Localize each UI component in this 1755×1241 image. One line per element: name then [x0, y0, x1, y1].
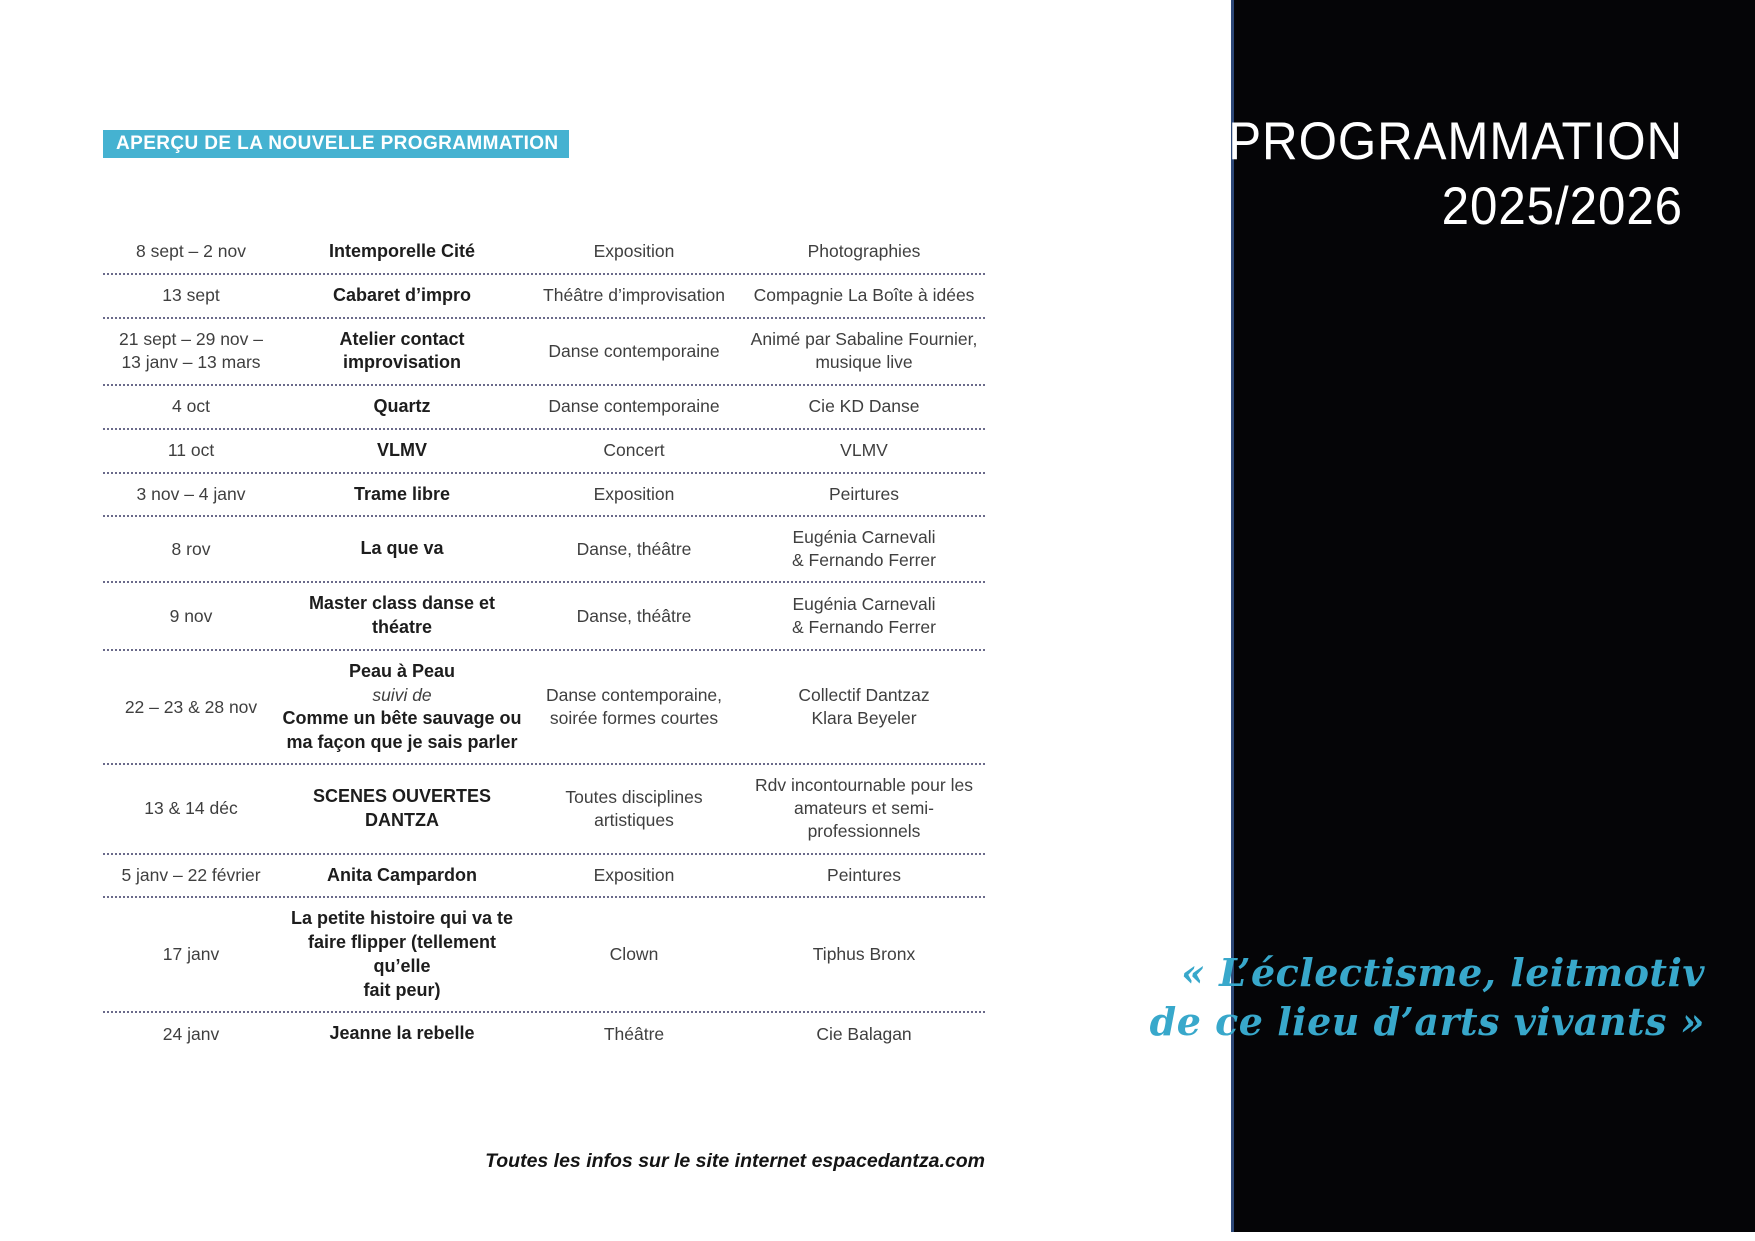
event-detail: Collectif Dantzaz Klara Beyeler — [798, 685, 930, 729]
event-title: Cabaret d’impro — [332, 284, 472, 305]
event-detail: Eugénia Carnevali & Fernando Ferrer — [792, 594, 936, 638]
event-detail: Cie Balagan — [816, 1023, 912, 1044]
panel-title — [1228, 110, 1683, 239]
event-date: 8 sept – 2 nov — [136, 241, 246, 262]
event-title: VLMV — [376, 439, 427, 460]
event-title: SCENES OUVERTES DANTZA — [312, 786, 492, 830]
event-type: Toutes disciplines artistiques — [565, 786, 703, 830]
table-row — [103, 231, 985, 273]
event-type: Danse, théâtre — [576, 605, 692, 626]
panel-title-line2: 2025/2026 — [1441, 176, 1683, 236]
event-detail: Peintures — [827, 864, 901, 885]
event-detail: Animé par Sabaline Fournier, musique live — [750, 329, 978, 373]
event-date: 17 janv — [162, 944, 220, 965]
table-row — [103, 384, 985, 428]
event-date: 11 oct — [167, 440, 215, 461]
table-row — [103, 317, 985, 385]
event-date: 9 nov — [169, 605, 213, 626]
event-date: 21 sept – 29 nov – 13 janv – 13 mars — [119, 329, 263, 373]
event-date: 3 nov – 4 janv — [136, 483, 246, 504]
event-type: Exposition — [593, 483, 675, 504]
event-type: Concert — [603, 440, 665, 461]
table-row — [103, 581, 985, 649]
event-title: Peau à Peau suivi de Comme un bête sauvage ou ma façon que je sais parler — [282, 660, 522, 752]
quote-line2: de ce lieu d’arts vivants » — [1149, 999, 1705, 1045]
event-detail: Rdv incontournable pour les amateurs et semi- professionnels — [755, 775, 973, 842]
table-row — [103, 472, 985, 516]
event-title: Master class danse et théatre — [308, 593, 496, 638]
table-row — [103, 515, 985, 581]
event-detail: Compagnie La Boîte à idées — [753, 285, 975, 306]
event-detail: Photographies — [807, 241, 921, 262]
event-type: Théâtre — [603, 1023, 665, 1044]
event-title: Quartz — [373, 396, 431, 416]
event-type: Théâtre d’improvisation — [543, 285, 725, 306]
footer-note: Toutes les infos sur le site internet espacedantza.com — [485, 1150, 985, 1172]
table-row — [103, 273, 985, 317]
panel-title-line1: PROGRAMMATION — [1228, 112, 1683, 171]
schedule-table — [103, 231, 985, 1055]
event-title: La que va — [360, 538, 444, 559]
event-type: Danse contemporaine — [548, 340, 720, 361]
event-date: 22 – 23 & 28 nov — [124, 696, 258, 717]
table-row — [103, 896, 985, 1011]
event-type: Danse contemporaine, soirée formes courtes — [545, 685, 723, 729]
event-title: Jeanne la rebelle — [329, 1023, 475, 1044]
event-title: Anita Campardon — [326, 864, 477, 885]
event-detail: Tiphus Bronx — [812, 944, 916, 965]
event-type: Danse contemporaine — [548, 396, 720, 417]
header-badge: APERÇU DE LA NOUVELLE PROGRAMMATION ... — [103, 130, 569, 158]
quote-line1: « L’éclectisme, leitmotiv — [1181, 950, 1705, 995]
event-date: 13 & 14 déc — [144, 798, 238, 819]
table-row — [103, 1011, 985, 1055]
side-panel — [1149, 0, 1755, 1232]
panel-quote — [1150, 948, 1705, 1047]
event-type: Exposition — [593, 864, 675, 885]
event-title: Trame libre — [353, 483, 451, 504]
table-row — [103, 428, 985, 472]
event-type: Clown — [609, 944, 659, 965]
event-date: 5 janv – 22 février — [121, 864, 261, 885]
table-row — [103, 763, 985, 852]
event-date: 8 rov — [171, 538, 211, 559]
table-row — [103, 853, 985, 897]
event-detail: Cie KD Danse — [808, 396, 920, 417]
event-detail: Eugénia Carnevali & Fernando Ferrer — [792, 527, 936, 571]
table-row — [103, 649, 985, 763]
event-detail: VLMV — [840, 440, 888, 461]
event-title: La petite histoire qui va te faire flipper (tellement qu’elle fait peur) — [290, 908, 514, 1000]
event-date: 13 sept — [162, 285, 220, 306]
event-title: Intemporelle Cité — [328, 241, 476, 261]
event-date: 24 janv — [162, 1023, 220, 1044]
event-date: 4 oct — [172, 396, 210, 417]
event-type: Exposition — [593, 241, 675, 262]
event-detail: Peirtures — [828, 483, 900, 504]
event-type: Danse, théâtre — [576, 538, 692, 559]
event-title: Atelier contact improvisation — [339, 328, 465, 373]
